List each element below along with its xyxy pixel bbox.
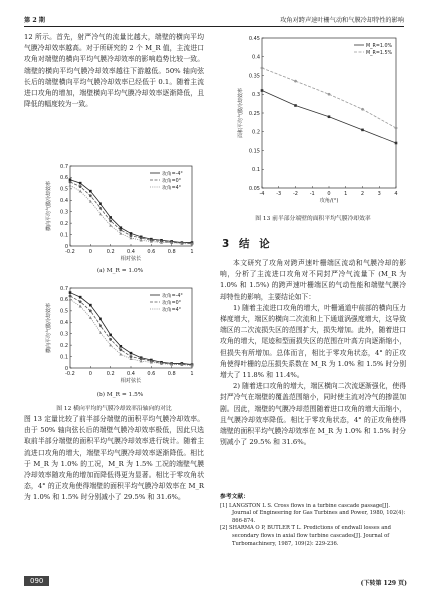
data-point bbox=[361, 129, 364, 132]
y-tick-label: 0.7 bbox=[60, 163, 68, 170]
data-point bbox=[79, 296, 82, 299]
y-tick-label: 0.5 bbox=[60, 308, 68, 315]
data-point bbox=[79, 305, 82, 308]
data-point bbox=[99, 331, 102, 334]
data-point bbox=[99, 207, 102, 210]
data-point bbox=[79, 182, 82, 185]
x-axis-label: 相对弦长 bbox=[120, 378, 142, 384]
data-point bbox=[109, 334, 112, 337]
x-tick-label: 0.2 bbox=[106, 371, 115, 377]
x-tick-label: 0.4 bbox=[127, 371, 135, 377]
fig12b-label: (b) M_R = 1.5% bbox=[96, 392, 144, 398]
data-point bbox=[261, 89, 264, 92]
legend-label: M_R=1.5% bbox=[366, 50, 393, 56]
data-point bbox=[109, 219, 112, 222]
section-title: 3 结 论 bbox=[222, 238, 273, 250]
x-tick-label: 0.2 bbox=[106, 249, 115, 255]
y-tick-label: 0 bbox=[64, 243, 68, 250]
data-point bbox=[99, 212, 102, 215]
right-column-text bbox=[220, 258, 406, 490]
x-tick-label: 0 bbox=[88, 249, 92, 255]
data-point bbox=[69, 181, 72, 184]
y-axis-label: 面积平均气膜冷却效率 bbox=[238, 87, 244, 139]
data-point bbox=[395, 127, 398, 130]
data-point bbox=[89, 190, 92, 193]
y-tick-label: 0.1 bbox=[60, 354, 68, 361]
x-tick-label: 3 bbox=[377, 191, 381, 197]
running-header bbox=[24, 12, 404, 27]
data-point bbox=[99, 324, 102, 327]
reference-item: [2] SHARMA O P, BUTLER T L. Predictions of endwall losses and secondary flows in axial flow turbine cascades[J]. Journal of Turbomachinery, 1987, 109(2): 229-236. bbox=[220, 525, 391, 547]
data-point bbox=[130, 357, 133, 360]
y-tick-label: 0.15 bbox=[248, 148, 260, 155]
conclusion-paragraph: 本文研究了攻角对跨声速叶栅端区流动和气膜冷却的影响，分析了主流进口攻角对不同封严冷气流量下 (M_R 为 1.0% 和 1.5%) 的跨声速叶栅端区的气动性能和端壁气膜冷却特性的影响，主要结论如下： bbox=[220, 259, 406, 301]
continued-note: (下转第 129 页) bbox=[360, 580, 407, 587]
data-point bbox=[89, 309, 92, 312]
y-tick-label: 0.2 bbox=[252, 129, 260, 136]
y-axis-label: 横向平均气膜冷却效率 bbox=[46, 302, 52, 354]
fig12b-chart bbox=[40, 282, 200, 390]
data-point bbox=[294, 80, 297, 83]
y-tick-label: 0.4 bbox=[252, 54, 260, 61]
x-tick-label: -3 bbox=[276, 191, 282, 197]
journal-title-header: 攻角对跨声速叶栅气动和气膜冷却特性的影响 bbox=[280, 17, 404, 24]
data-point bbox=[79, 300, 82, 303]
data-point bbox=[140, 360, 143, 363]
x-tick-label: 0 bbox=[327, 191, 331, 197]
legend-label: 攻角=0° bbox=[162, 178, 182, 184]
data-point bbox=[79, 185, 82, 188]
y-tick-label: 0.4 bbox=[60, 320, 68, 327]
data-point bbox=[99, 202, 102, 205]
data-point bbox=[89, 316, 92, 319]
data-point bbox=[294, 104, 297, 107]
x-axis-label: 攻角/(°) bbox=[319, 198, 339, 204]
y-tick-label: 0.1 bbox=[60, 232, 68, 239]
legend-label: 攻角=0° bbox=[162, 300, 182, 306]
x-tick-label: 0 bbox=[88, 371, 92, 377]
data-point bbox=[109, 224, 112, 227]
x-tick-label: -0.2 bbox=[65, 371, 75, 377]
conclusion-paragraph: 2) 随着进口攻角的增大，端区横向二次流逐渐强化，使得封严冷气在端壁的覆盖范围缩小，同时使主流对冷气的掺混加剧。因此，端壁的气膜冷却范围随着进口攻角的增大而缩小，且气膜冷却效率降低。相比于零攻角状态，4° 的正攻角使得端壁的面积平均气膜冷却效率在 M_R 为 1.0% 和 1.5% 时分别减小了 29.5% 和 31.6%。 bbox=[220, 382, 406, 447]
data-point bbox=[89, 304, 92, 307]
data-point bbox=[109, 338, 112, 341]
x-tick-label: 0.8 bbox=[167, 371, 176, 377]
x-tick-label: 0.4 bbox=[127, 249, 135, 255]
y-tick-label: 0.5 bbox=[60, 186, 68, 193]
x-tick-label: -1 bbox=[309, 191, 315, 197]
y-axis-label: 横向平均气膜冷却效率 bbox=[46, 180, 52, 232]
legend-label: 攻角=-4° bbox=[162, 171, 183, 177]
data-point bbox=[328, 115, 331, 118]
legend-label: M_R=1.0% bbox=[366, 43, 393, 49]
x-tick-label: 0.6 bbox=[147, 371, 156, 377]
y-tick-label: 0.05 bbox=[248, 185, 260, 192]
legend-label: 攻角=-4° bbox=[162, 293, 183, 299]
data-point bbox=[69, 184, 72, 187]
x-tick-label: 1 bbox=[344, 191, 348, 197]
references-title: 参考文献： bbox=[220, 494, 249, 500]
y-tick-label: 0.7 bbox=[60, 285, 68, 292]
left-column-paragraph-top: 12 所示。首先，射严冷气的流量比越大，端壁的横向平均气膜冷却效率越高。对于所研究的 2 个 M_R 值，主流进口攻角对端壁的横向平均气膜冷却效率的影响趋势比较一致。端壁的横向平均气膜冷却效率越往下游越低。50% 轴向弦长后的端壁横向平均气膜冷却效率已经低于 0.1。随着主流进口攻角的增加，端壁横向平均气膜冷却效率逐渐降低，且降低的幅度较为一致。 bbox=[24, 33, 204, 109]
x-axis-label: 相对弦长 bbox=[120, 256, 142, 262]
y-tick-label: 0.3 bbox=[252, 92, 260, 99]
x-tick-label: 1 bbox=[190, 249, 194, 255]
data-point bbox=[119, 353, 122, 356]
legend-label: 攻角=4° bbox=[162, 185, 182, 191]
x-tick-label: 0.8 bbox=[167, 249, 176, 255]
data-point bbox=[361, 108, 364, 111]
x-tick-label: 2 bbox=[360, 191, 365, 197]
data-point bbox=[99, 318, 102, 321]
fig13-caption: 图 13 前半部分端壁的面积平均气膜冷却效率 bbox=[255, 216, 371, 222]
fig12-caption: 图 12 横向平均的气膜冷却效率沿轴向的对比 bbox=[56, 406, 172, 412]
y-tick-label: 0 bbox=[64, 365, 68, 372]
fig12a-chart bbox=[40, 160, 200, 268]
conclusion-paragraph: 1) 随着主流进口攻角的增大，叶栅通道中前部的横向压力梯度增大，端区的横向二次流和上下通道涡强度增大，这导致端区的二次流损失区的范围扩大，损失增加。此外，随着进口攻角的增大，尾迹和型面损失区的范围在叶高方向逐渐缩小，但损失有所增加。总体而言，相比于零攻角状态，4° 的正攻角使得叶栅的总压损失系数在 M_R 为 1.0% 和 1.5% 时分别增大了 11.8% 和 11.4%。 bbox=[220, 303, 406, 380]
y-tick-label: 0.6 bbox=[60, 297, 68, 304]
data-point bbox=[130, 236, 133, 239]
legend-label: 攻角=4° bbox=[162, 307, 182, 313]
y-tick-label: 0.6 bbox=[60, 175, 68, 182]
data-point bbox=[119, 348, 122, 351]
data-point bbox=[120, 345, 123, 348]
y-tick-label: 0.3 bbox=[60, 331, 68, 338]
y-tick-label: 0.1 bbox=[252, 167, 260, 174]
y-tick-label: 0.4 bbox=[60, 198, 68, 205]
left-column-paragraph-bottom: 图 13 定量比较了前半部分端壁的面积平均气膜冷却效率。由于 50% 轴向弦长后的端壁气膜冷却效率极低，因此只选取前半部分端壁的面积平均气膜冷却效率进行统计。随着主流进口攻角的增大，端壁平均气膜冷却效率逐渐降低。相比于 M_R 为 1.0% 的工况，M_R 为 1.5% 工况的端壁气膜冷却效率随攻角的增加而降低得更为显著。相比于零攻角状态，4° 的正攻角使得端壁的面积平均气膜冷却效率在 M_R 为 1.0% 和 1.5% 时分别减小了 29.5% 和 31.6%。 bbox=[24, 415, 204, 502]
data-point bbox=[119, 229, 122, 232]
y-tick-label: 0.2 bbox=[60, 342, 68, 349]
data-point bbox=[69, 295, 72, 298]
y-tick-label: 0.2 bbox=[60, 220, 68, 227]
y-tick-label: 0.45 bbox=[248, 35, 260, 42]
data-point bbox=[261, 67, 264, 70]
reference-item: [1] LANGSTON L S. Cross flows in a turbine cascade passage[J]. Journal of Engineering for Gas Turbines and Power, 1980, 102(4): 866-874. bbox=[220, 502, 406, 524]
y-tick-label: 0.3 bbox=[60, 209, 68, 216]
x-tick-label: -4 bbox=[259, 191, 265, 197]
data-point bbox=[395, 142, 398, 145]
data-point bbox=[79, 190, 82, 193]
x-tick-label: -2 bbox=[293, 191, 298, 197]
issue-label: 第 2 期 bbox=[24, 17, 45, 24]
x-tick-label: 0.6 bbox=[147, 249, 156, 255]
y-tick-label: 0.25 bbox=[248, 110, 260, 117]
data-point bbox=[89, 194, 92, 197]
x-tick-label: 1 bbox=[190, 371, 194, 377]
fig13-chart bbox=[228, 32, 404, 208]
data-point bbox=[69, 291, 72, 294]
data-point bbox=[109, 216, 112, 219]
plot-frame bbox=[262, 38, 396, 188]
x-tick-label: -0.2 bbox=[65, 249, 75, 255]
x-tick-label: 4 bbox=[394, 191, 398, 197]
y-tick-label: 0.35 bbox=[248, 73, 260, 80]
page-number: 090 bbox=[24, 576, 49, 586]
data-point bbox=[328, 93, 331, 96]
references bbox=[220, 494, 408, 548]
fig12a-label: (a) M_R = 1.0% bbox=[96, 268, 144, 274]
series-line bbox=[262, 68, 396, 128]
data-point bbox=[130, 352, 133, 355]
